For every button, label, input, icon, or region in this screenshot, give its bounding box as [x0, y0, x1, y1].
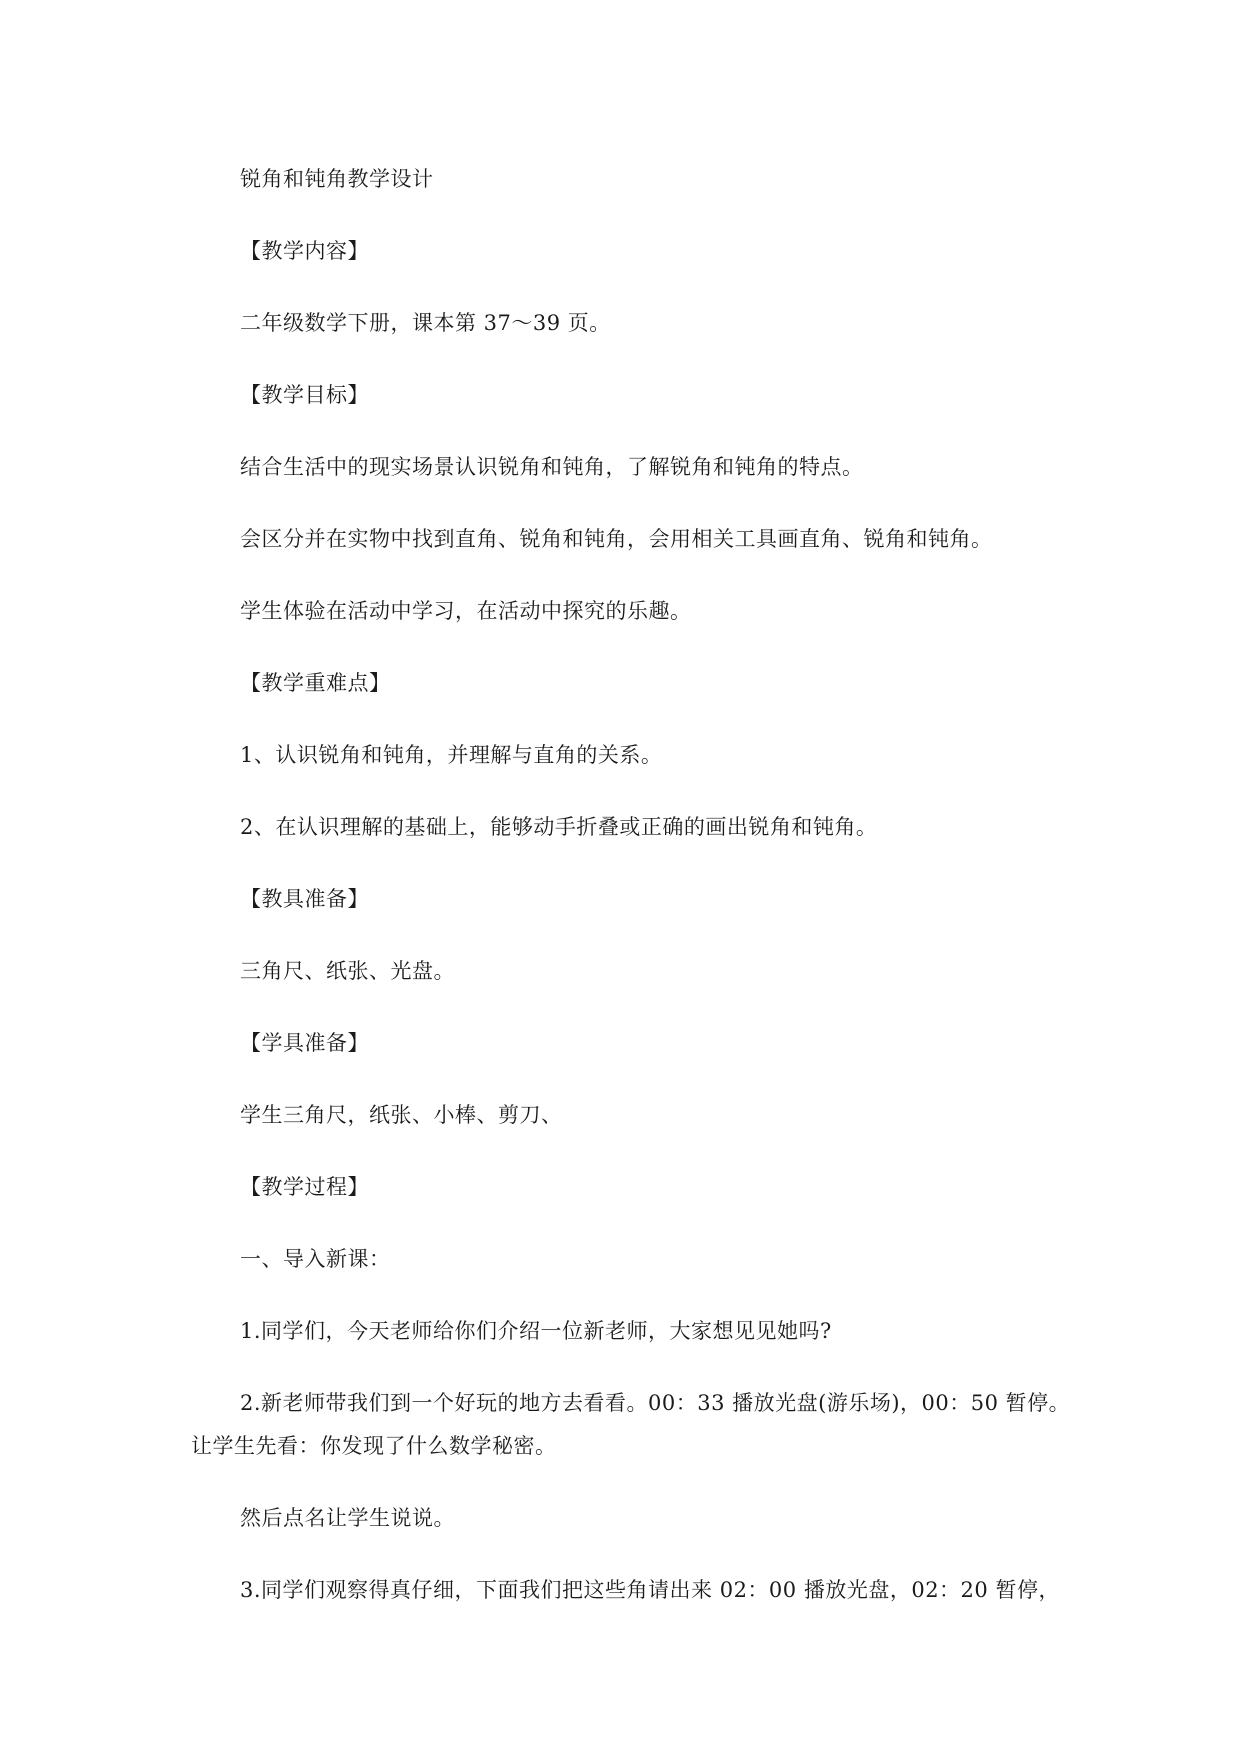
heading-key-points: 【教学重难点】: [240, 671, 391, 695]
document-title: 锐角和钝角教学设计: [240, 167, 434, 191]
heading-teaching-content: 【教学内容】: [240, 239, 369, 263]
heading-teaching-process: 【教学过程】: [240, 1175, 369, 1199]
goal-item: 会区分并在实物中找到直角、锐角和钝角，会用相关工具画直角、锐角和钝角。: [240, 527, 993, 551]
heading-teacher-tools: 【教具准备】: [240, 887, 369, 911]
key-point-item: 1、认识锐角和钝角，并理解与直角的关系。: [240, 743, 663, 767]
key-point-item: 2、在认识理解的基础上，能够动手折叠或正确的画出锐角和钝角。: [240, 815, 878, 839]
teaching-content-text: 二年级数学下册，课本第 37～39 页。: [240, 311, 611, 335]
goal-item: 结合生活中的现实场景认识锐角和钝角，了解锐角和钝角的特点。: [240, 455, 864, 479]
process-step-continuation: 让学生先看：你发现了什么数学秘密。: [191, 1434, 557, 1458]
process-step-followup: 然后点名让学生说说。: [240, 1506, 455, 1530]
goal-item: 学生体验在活动中学习，在活动中探究的乐趣。: [240, 599, 692, 623]
teacher-tools-text: 三角尺、纸张、光盘。: [240, 959, 455, 983]
process-step: 1.同学们，今天老师给你们介绍一位新老师，大家想见见她吗?: [240, 1319, 832, 1343]
heading-student-tools: 【学具准备】: [240, 1031, 369, 1055]
process-step: 3.同学们观察得真仔细，下面我们把这些角请出来 02：00 播放光盘，02：20 暂停，: [240, 1578, 1060, 1602]
heading-teaching-goals: 【教学目标】: [240, 383, 369, 407]
section-heading: 一、导入新课：: [240, 1247, 391, 1271]
process-step: 2.新老师带我们到一个好玩的地方去看看。00：33 播放光盘(游乐场)，00：50 暂停。: [240, 1391, 1071, 1415]
student-tools-text: 学生三角尺，纸张、小棒、剪刀、: [240, 1103, 563, 1127]
